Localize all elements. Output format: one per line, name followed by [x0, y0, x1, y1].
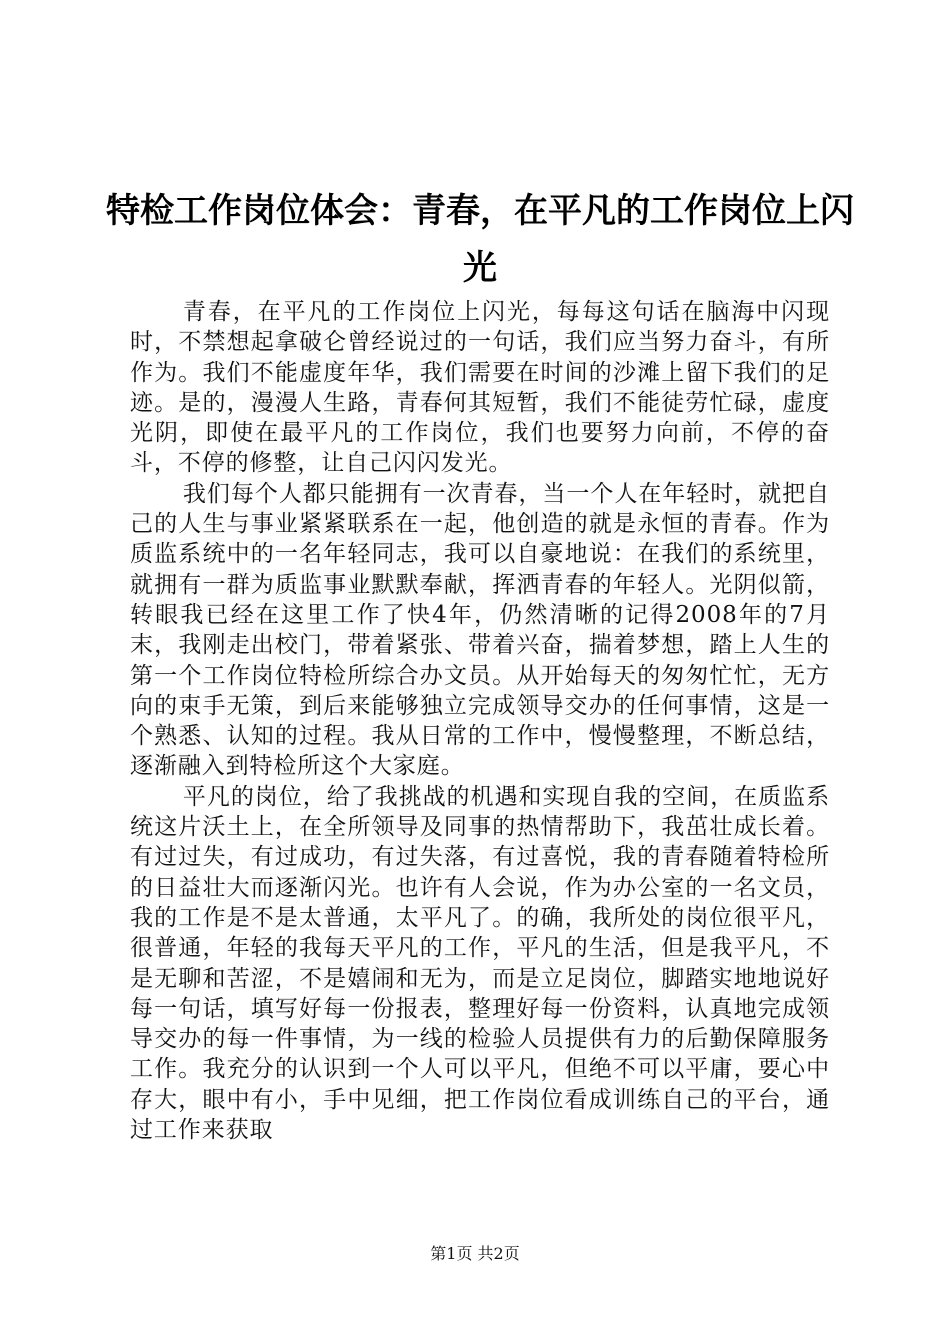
paragraph: 平凡的岗位，给了我挑战的机遇和实现自我的空间，在质监系统这片沃土上，在全所领导及同事的热情帮助下，我茁壮成长着。有过过失，有过成功，有过失落，有过喜悦，我的青春随着特检所的日益壮大而逐渐闪光。也许有人会说，作为办公室的一名文员，我的工作是不是太普通，太平凡了。的确，我所处的岗位很平凡，很普通，年轻的我每天平凡的工作，平凡的生活，但是我平凡，不是无聊和苦涩，不是嬉闹和无为，而是立足岗位，脚踏实地地说好每一句话，填写好每一份报表，整理好每一份资料，认真地完成领导交办的每一件事情，为一线的检验人员提供有力的后勤保障服务工作。我充分的认识到一个人可以平凡，但绝不可以平庸，要心中存大，眼中有小，手中见细，把工作岗位看成训练自己的平台，通过工作来获取: [130, 783, 830, 1144]
paragraph: 青春，在平凡的工作岗位上闪光，每每这句话在脑海中闪现时，不禁想起拿破仑曾经说过的一句话，我们应当努力奋斗，有所作为。我们不能虚度年华，我们需要在时间的沙滩上留下我们的足迹。是的，漫漫人生路，青春何其短暂，我们不能徒劳忙碌，虚度光阴，即使在最平凡的工作岗位，我们也要努力向前，不停的奋斗，不停的修整，让自己闪闪发光。: [130, 299, 830, 477]
page-number-footer: 第1页 共2页: [430, 1244, 520, 1263]
paragraph: 我们每个人都只能拥有一次青春，当一个人在年轻时，就把自己的人生与事业紧紧联系在一起，他创造的就是永恒的青春。作为质监系统中的一名年轻同志，我可以自豪地说：在我们的系统里，就拥有一群为质监事业默默奉献，挥洒青春的年轻人。光阴似箭，转眼我已经在这里工作了快4年，仍然清晰的记得2008年的7月末，我刚走出校门，带着紧张、带着兴奋，揣着梦想，踏上人生的第一个工作岗位特检所综合办文员。从开始每天的匆匆忙忙，无方向的束手无策，到后来能够独立完成领导交办的任何事情，这是一个熟悉、认知的过程。我从日常的工作中，慢慢整理，不断总结，逐渐融入到特检所这个大家庭。: [130, 480, 830, 780]
document-body: [130, 297, 830, 1145]
document-title: 特检工作岗位体会：青春，在平凡的工作岗位上闪光: [106, 191, 854, 288]
